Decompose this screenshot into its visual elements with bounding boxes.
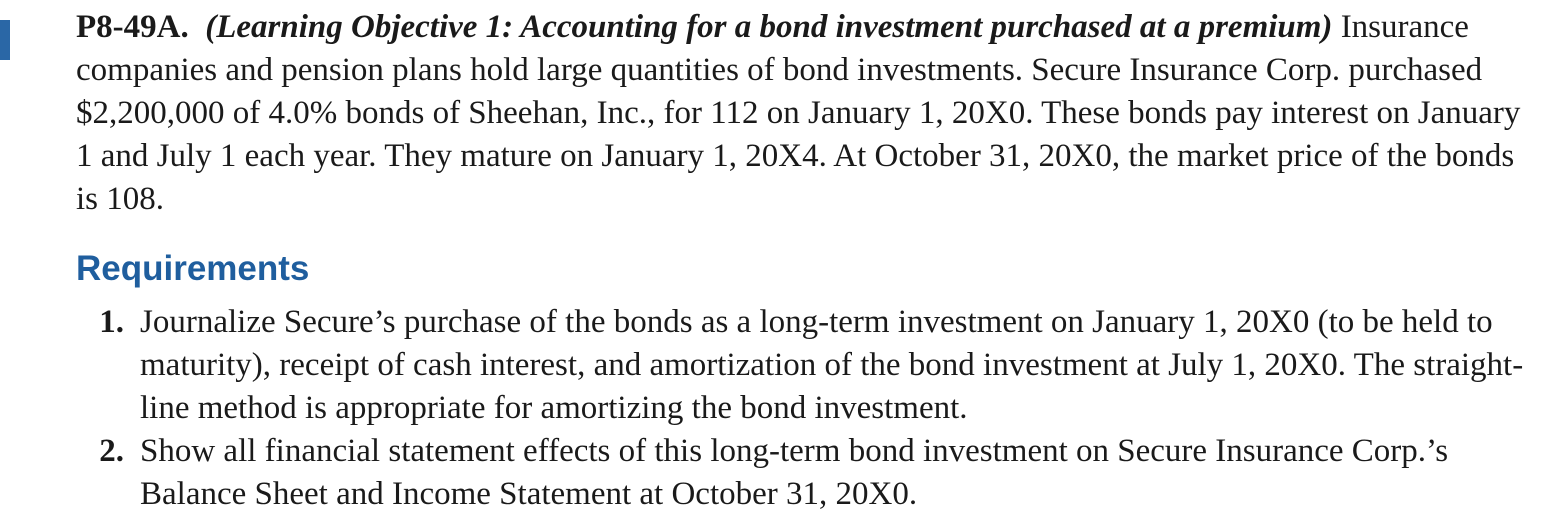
problem-content <box>76 6 1536 516</box>
requirement-item-1 <box>76 301 1536 430</box>
requirement-item-2 <box>76 430 1536 516</box>
learning-objective: (Learning Objective 1: Accounting for a bond investment purchased at a premium) <box>205 9 1333 45</box>
requirements-list <box>76 301 1536 516</box>
requirement-number: 1. <box>99 304 124 340</box>
section-marker-bar <box>0 20 10 60</box>
requirement-text: Journalize Secure’s purchase of the bonds as a long-term investment on January 1, 20X0 (to be held to maturity), receipt of cash interest, and amortization of the bond investment at July 1, 20X0. The straight-line method is appropriate for amortizing the bond investment. <box>140 304 1524 426</box>
problem-body: Insurance companies and pension plans hold large quantities of bond investments. Secure Insurance Corp. purchased $2,200,000 of 4.0% bonds of Sheehan, Inc., for 112 on January 1, 20X0. These bonds pay interest on January 1 and July 1 each year. They mature on January 1, 20X4. At October 31, 20X0, the market price of the bonds is 108. <box>76 9 1521 217</box>
requirements-heading: Requirements <box>76 249 310 288</box>
requirement-number: 2. <box>99 433 124 469</box>
requirement-text: Show all financial statement effects of this long-term bond investment on Secure Insurance Corp.’s Balance Sheet and Income Statement at October 31, 20X0. <box>140 433 1449 512</box>
problem-id: P8-49A. <box>76 9 189 45</box>
problem-statement <box>76 6 1536 221</box>
